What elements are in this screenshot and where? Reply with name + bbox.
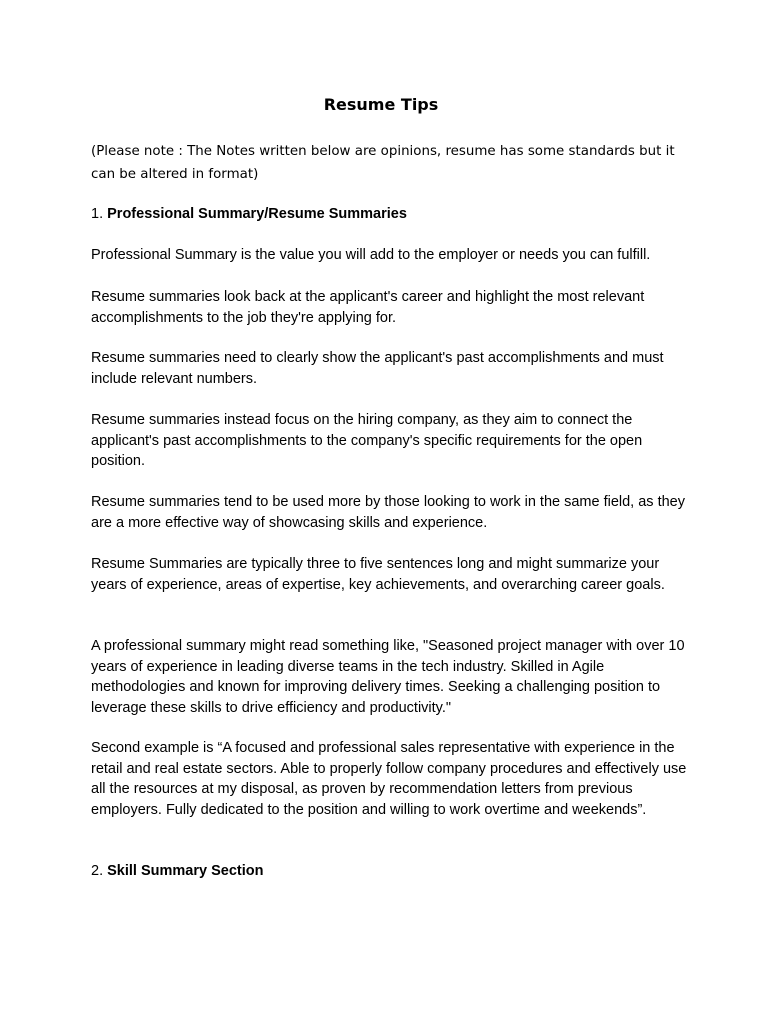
paragraph-8: Second example is “A focused and professional sales representative with experience in the retail and real estate sectors. Able to properly follow company procedures and effectively use all the resources at my disposal, as proven by recommendation letters from previous employers. Fully dedicated to the position and willing to work overtime and weekends”.: [91, 740, 687, 818]
section-heading-text: Skill Summary Section: [107, 863, 264, 879]
paragraph-6: Resume Summaries are typically three to five sentences long and might summarize your years of experience, areas of expertise, key achievements, and overarching career goals.: [91, 556, 665, 593]
section-heading-text: Professional Summary/Resume Summaries: [107, 206, 407, 222]
section-heading-1: [91, 204, 691, 225]
paragraph-3: Resume summaries need to clearly show the applicant's past accomplishments and must include relevant numbers.: [91, 350, 664, 387]
paragraph-4: Resume summaries instead focus on the hiring company, as they aim to connect the applicant's past accomplishments to the company's specific requirements for the open position.: [91, 412, 643, 470]
paragraph-5: Resume summaries tend to be used more by those looking to work in the same field, as they are a more effective way of showcasing skills and experience.: [91, 494, 685, 531]
section-heading-2: [91, 861, 691, 882]
disclaimer-note: (Please note : The Notes written below are opinions, resume has some standards but it can be altered in format): [91, 144, 675, 182]
paragraph-1: Professional Summary is the value you will add to the employer or needs you can fulfill.: [91, 247, 651, 263]
document-title: Resume Tips: [323, 95, 439, 114]
section-number: 2.: [91, 863, 104, 879]
paragraph-7: A professional summary might read something like, "Seasoned project manager with over 10 years of experience in leading diverse teams in the tech industry. Skilled in Agile methodologies and known for improving delivery times. Seeking a challenging position to leverage these skills to drive efficiency and productivity.": [91, 638, 685, 716]
section-number: 1.: [91, 206, 104, 222]
paragraph-2: Resume summaries look back at the applicant's career and highlight the most relevant accomplishments to the job they're applying for.: [91, 289, 645, 326]
